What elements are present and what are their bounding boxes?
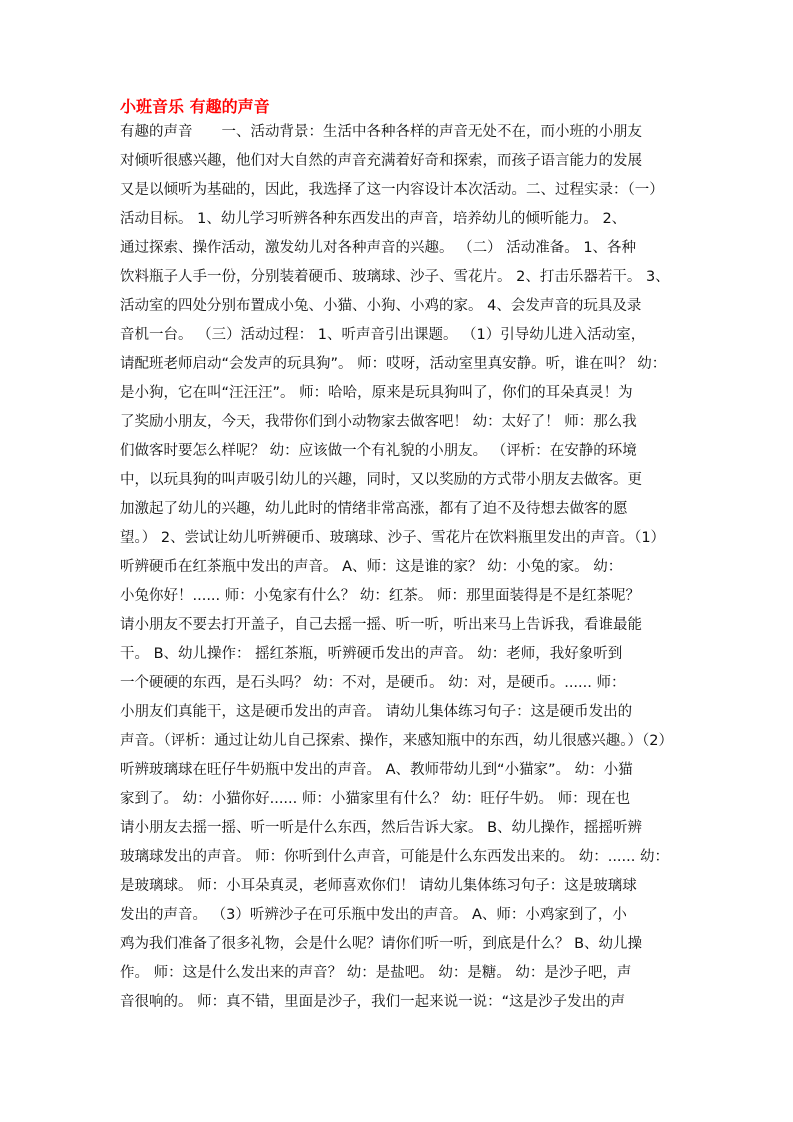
body-line: 音机一台。 （三）活动过程： 1、听声音引出课题。 （1）引导幼儿进入活动室， [120,327,646,343]
body-line: 声音。（评析：通过让幼儿自己探索、操作，来感知瓶中的东西，幼儿很感兴趣。）（2） [120,733,673,749]
body-line: 活动室的四处分别布置成小兔、小猫、小狗、小鸡的家。 4、会发声音的玩具及录 [120,298,642,314]
body-line: 中，以玩具狗的叫声吸引幼儿的兴趣，同时，又以奖励的方式带小朋友去做客。更 [120,472,642,488]
body-line: 听辨玻璃球在旺仔牛奶瓶中发出的声音。 A、教师带幼儿到“小猫家”。 幼：小猫 [120,762,633,778]
body-line: 加激起了幼儿的兴趣，幼儿此时的情绪非常高涨，都有了迫不及待想去做客的愿 [120,501,628,517]
body-line: 又是以倾听为基础的，因此，我选择了这一内容设计本次活动。二、过程实录：（一） [120,182,664,198]
body-line: 听辨硬币在红茶瓶中发出的声音。 A、师：这是谁的家？ 幼：小兔的家。 幼： [120,559,623,575]
body-line: 玻璃球发出的声音。 师：你听到什么声音，可能是什么东西发出来的。 幼：...... 幼： [120,849,669,865]
body-line: 家到了。 幼：小猫你好...... 师：小猫家里有什么？ 幼：旺仔牛奶。 师：现在也 [120,791,631,807]
body-line: 了奖励小朋友，今天，我带你们到小动物家去做客吧！ 幼：太好了！ 师：那么我 [120,414,637,430]
body-line: 通过探索、操作活动，激发幼儿对各种声音的兴趣。 （二） 活动准备。 1、各种 [120,240,637,256]
body-line: 活动目标。 1、幼儿学习听辨各种东西发出的声音，培养幼儿的倾听能力。 2、 [120,211,627,227]
body-line: 发出的声音。 （3）听辨沙子在可乐瓶中发出的声音。 A、师：小鸡家到了，小 [120,907,627,923]
body-line: 有趣的声音 一、活动背景：生活中各种各样的声音无处不在，而小班的小朋友 [120,124,642,140]
document-body [120,118,676,1017]
body-line: 望。） 2、尝试让幼儿听辨硬币、玻璃球、沙子、雪花片在饮料瓶里发出的声音。（1） [120,530,666,546]
body-line: 请小朋友不要去打开盖子，自己去摇一摇、听一听，听出来马上告诉我，看谁最能 [120,617,642,633]
document-title: 小班音乐 有趣的声音 [120,97,270,116]
body-line: 是小狗，它在叫“汪汪汪”。 师：哈哈，原来是玩具狗叫了，你们的耳朵真灵！为 [120,385,633,401]
body-line: 一个硬硬的东西，是石头吗？ 幼：不对，是硬币。 幼：对，是硬币。...... 师： [120,675,626,691]
body-line: 干。 B、幼儿操作： 摇红茶瓶，听辨硬币发出的声音。 幼：老师，我好象听到 [120,646,623,662]
body-line: 请小朋友去摇一摇、听一听是什么东西，然后告诉大家。 B、幼儿操作，摇摇听辨 [120,820,643,836]
body-line: 请配班老师启动“会发声的玩具狗”。 师：哎呀，活动室里真安静。听，谁在叫？ 幼： [120,356,667,372]
body-line: 饮料瓶子人手一份，分别装着硬币、玻璃球、沙子、雪花片。 2、打击乐器若干。 3、 [120,269,670,285]
body-line: 对倾听很感兴趣，他们对大自然的声音充满着好奇和探索，而孩子语言能力的发展 [120,153,642,169]
body-line: 们做客时要怎么样呢？ 幼：应该做一个有礼貌的小朋友。 （评析：在安静的环境 [120,443,637,459]
body-line: 音很响的。 师：真不错，里面是沙子，我们一起来说一说：“这是沙子发出的声 [120,994,626,1010]
body-line: 小朋友们真能干，这是硬币发出的声音。 请幼儿集体练习句子：这是硬币发出的 [120,704,633,720]
body-line: 鸡为我们准备了很多礼物，会是什么呢？请你们听一听，到底是什么？ B、幼儿操 [120,936,643,952]
body-line: 是玻璃球。 师：小耳朵真灵，老师喜欢你们！ 请幼儿集体练习句子：这是玻璃球 [120,878,637,894]
body-line: 作。 师：这是什么发出来的声音？ 幼：是盐吧。 幼：是糖。 幼：是沙子吧，声 [120,965,632,981]
body-line: 小兔你好！...... 师：小兔家有什么？ 幼：红茶。 师：那里面装得是不是红茶呢？ [120,588,640,604]
